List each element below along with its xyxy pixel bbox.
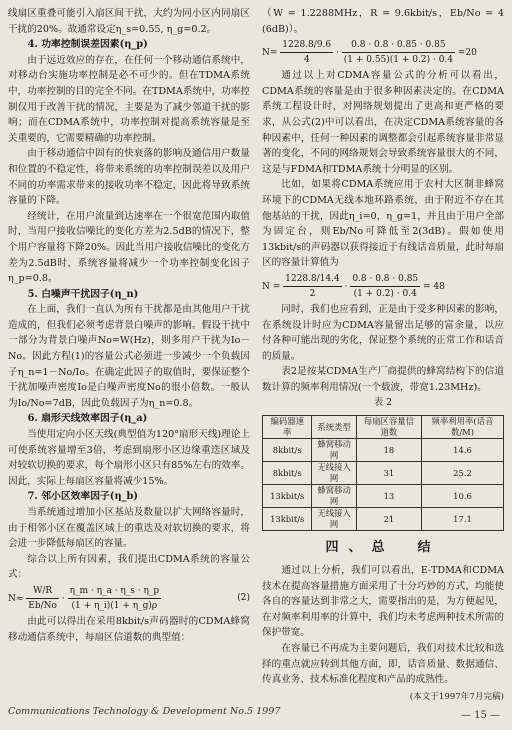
paragraph: 由于远近效应的存在，在任何一个移动通信系统中，对移动台实施功率控制是必不可少的。但在TDMA系统中，功率控制的目的完全不同。在TDMA系统中，功率控制仅用于改善干扰的情况，主要是为了减少邻道干扰的影响；而在CDMA系统中，功率控制对提高系统容量是至关重要的，它需要精确的功率控制。 bbox=[8, 54, 250, 144]
paragraph: 通过以上分析，我们可以看出，E-TDMA和CDMA技术在提高容量措施方面采用了十分巧妙的方式，均能使各自的容量达到非常之大，需要指出的是，为方便起见，在对频率利用率的计算中，我们均未考虑两种技术所需的保护带宽。 bbox=[262, 565, 504, 639]
paragraph: 在上面，我们一直认为所有干扰都是由其他用户干扰造成的，但我们必须考虑背景白噪声的影响。假设干扰中一部分为背景白噪声No=W(Hz)，则多用户干扰为Io－No。因此方程(1)的容量公式必须进一步减少一个负载因子η_n=1－No/Io。在确定此因子的取值时，要保证整个干扰加噪声密度Io是白噪声密度No的很小倍数。一般认为Io/No=7dB，因此负载因子为η_n=0.8。 bbox=[8, 304, 250, 409]
paragraph: 通过以上对CDMA容量公式的分析可以看出，CDMA系统的容量是由于很多种因素决定的。在CDMA系统工程设计时，对网络规划提出了更高和更严格的要求，从公式(2)中可以看出，在决定CDMA系统容量的各种因素中，任何一种因素的调整都会引起系统容量非常显著的变化，不同的网络规划会导致系统容量很大的不同，这是与FDMA和TDMA系统十分明显的区别。 bbox=[262, 70, 504, 175]
formula-fraction: $\frac{W/R}{Eb/No}$ bbox=[28, 585, 57, 611]
paragraph: （W = 1.2288MHz，R = 9.6kbit/s，Eb/No = 4 (6dB)）。 bbox=[262, 8, 504, 35]
table-cell: 18 bbox=[356, 439, 421, 462]
table-cell: 13kbit/s bbox=[263, 508, 312, 531]
table-cell: 蜂窝移动网 bbox=[312, 485, 356, 508]
table-cell: 10.6 bbox=[421, 485, 503, 508]
table-cell: 14.6 bbox=[421, 439, 503, 462]
column-header: 每扇区容量信道数 bbox=[356, 416, 421, 439]
subsection-heading: 7. 邻小区效率因子(η_b) bbox=[27, 491, 138, 503]
capacity-calculation: N= $\frac{1228.8/9.6}{4}$ · $\frac{0.8 \cdot 0.8 \cdot 0.85 \cdot 0.85}{(1 + 0.55)(1 + 0.2) \cdot 0.4}$ =20 bbox=[262, 40, 477, 66]
paragraph: 由此可以得出在采用8kbit/s声码器时的CDMA蜂窝移动通信系统中，每扇区信道数的典型值： bbox=[8, 615, 250, 643]
table-cell: 17.1 bbox=[421, 508, 503, 531]
table-cell: 蜂窝移动网 bbox=[312, 439, 356, 462]
table-caption: 表 2 bbox=[373, 397, 393, 409]
table-row bbox=[263, 462, 504, 485]
table-cell: 13kbit/s bbox=[263, 485, 312, 508]
formula-lhs: N≈ bbox=[8, 593, 24, 604]
subsection-heading: 4. 功率控制误差因素(η_p) bbox=[27, 39, 148, 51]
table-cell: 8kbit/s bbox=[263, 462, 312, 485]
paragraph: 当系统通过增加小区基站及数量以扩大网络容量时，由于相邻小区在覆盖区域上的重迭及对软切换的要求，将会进一步降低每扇区的容量。 bbox=[8, 507, 250, 550]
column-header: 编码器速率 bbox=[263, 416, 312, 439]
subsection-heading: 6. 扇形天线效率因子(η_a) bbox=[27, 413, 148, 425]
table-cell: 25.2 bbox=[421, 462, 503, 485]
table-row bbox=[263, 508, 504, 531]
column-header: 频率利用率(话音数/M) bbox=[421, 416, 503, 439]
right-column bbox=[262, 6, 504, 705]
journal-footer: Communications Technology & Development No.5 1997 bbox=[8, 706, 281, 717]
column-header: 系统类型 bbox=[312, 416, 356, 439]
left-column bbox=[8, 6, 250, 645]
page-number: — 15 — bbox=[460, 710, 500, 721]
paragraph: 线扇区重叠可能引入扇区间干扰，大约为同小区内同扇区干扰的20%。故通常设定η_s=0.55, η_g=0.2。 bbox=[8, 8, 250, 35]
formula-fraction: $\frac{\eta\_m \cdot \eta\_a \cdot \eta\_s \cdot \eta\_p}{(1 + \eta\_i)(1 + \eta\_g)\rho}$ bbox=[69, 585, 160, 611]
table-cell: 8kbit/s bbox=[263, 439, 312, 462]
paragraph: 表2是按某CDMA生产厂商提供的蜂窝结构下的信道数计算的频率利用情况(一个载波，带宽1.23MHz)。 bbox=[262, 366, 504, 393]
completion-note: (本文于1997年7月完稿) bbox=[409, 691, 504, 702]
paragraph: 比如，如果将CDMA系统应用于农村大区制非蜂窝环境下的CDMA无线本地环路系统，由于附近不存在其他基站的干扰，因此η_i=0，η_g=1，并且由于用户全部为固定台，则Eb/No可降低至2(3dB)。假如使用13kbit/s的声码器以获得接近于有线话音质量，此时每扇区的容量计算值为 bbox=[262, 179, 504, 269]
capacity-calculation: N = $\frac{1228.8/14.4}{2}$ · $\frac{0.8 \cdot 0.8 \cdot 0.85}{(1 + 0.2) \cdot 0.4}$ = 48 bbox=[262, 273, 445, 299]
table-cell: 无线接入网 bbox=[312, 508, 356, 531]
table-header-row bbox=[263, 416, 504, 439]
table-cell: 21 bbox=[356, 508, 421, 531]
paragraph: 在容量已不再成为主要问题后，我们对技术比较和选择的重点就应转到其他方面，即，话音质量、数据通信、传真业务、技术标准化程度和产品的成熟性。 bbox=[262, 643, 504, 686]
capacity-table bbox=[262, 415, 504, 531]
paragraph: 由于移动通信中固有的快衰落的影响及通信用户数量和位置的不稳定性，将带来系统的功率控制误差以及用户不同的功率需求带来的接收功率不稳定，因此将导致系统容量的下降。 bbox=[8, 148, 250, 207]
table-row bbox=[263, 439, 504, 462]
table-cell: 无线接入网 bbox=[312, 462, 356, 485]
paragraph: 经统计，在用户流量到达速率在一个很宽范围内取值时，当用户接收信噪比的变化方差为2.5dB的情况下，整个用户容量将下降20%。因此当用户接收信噪比的变化方差为2.5dB时，系统容量将减少一个功率控制变化因子η_p=0.8。 bbox=[8, 210, 250, 285]
table-cell: 31 bbox=[356, 462, 421, 485]
capacity-formula: N≈ $\frac{W/R}{Eb/No}$ · $\frac{\eta\_m \cdot \eta\_a \cdot \eta\_s \cdot \eta\_p}{(1 + \eta\_i)(1 + \eta\_g)\rho}$ (2) bbox=[8, 585, 250, 611]
equation-number: (2) bbox=[237, 593, 250, 604]
table-row bbox=[263, 485, 504, 508]
paragraph: 当使用定向小区天线(典型值为120°扇形天线)理论上可使系统容量增至3倍，考虑到扇形小区边缘重迭区域及对较软切换的要求，每个扇形小区只有85%左右的效率。因此，实际上每扇区容量将减少15%。 bbox=[8, 429, 250, 487]
paragraph: 同时，我们也应看到，正是由于受多种因素的影响，在系统设计时应为CDMA容量留出足够的富余量，以应付各种可能出现的劣化，保证整个系统的正常工作和话音的质量。 bbox=[262, 303, 504, 362]
table-cell: 13 bbox=[356, 485, 421, 508]
section-heading: 四、总 结 bbox=[325, 540, 441, 556]
paragraph: 综合以上所有因素，我们提出CDMA系统的容量公式： bbox=[8, 553, 250, 581]
subsection-heading: 5. 白噪声干扰因子(η_n) bbox=[27, 288, 139, 300]
